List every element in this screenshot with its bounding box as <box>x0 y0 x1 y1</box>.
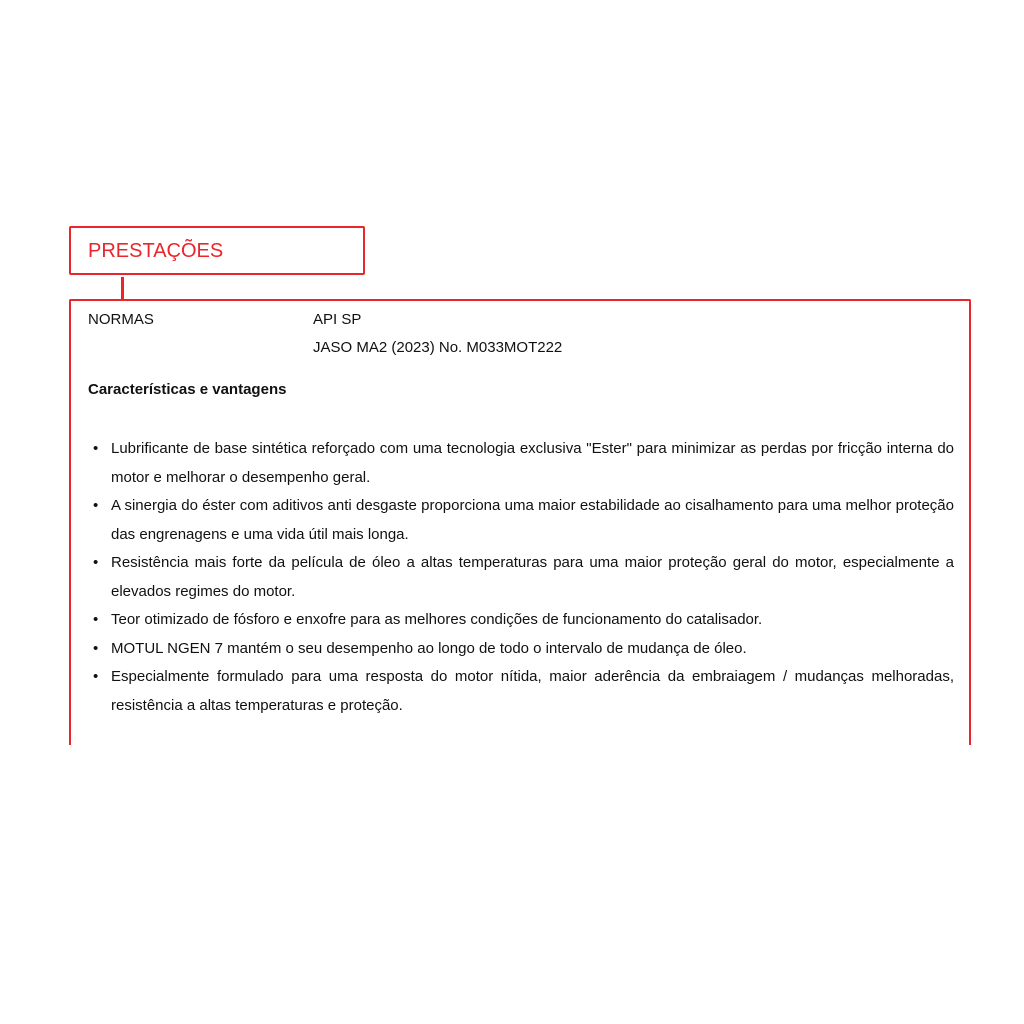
list-item-text: Lubrificante de base sintética reforçado com uma tecnologia exclusiva "Ester" para minimizar as perdas por fricção interna do motor e melhorar o desempenho geral. <box>111 440 954 486</box>
list-item-text: Especialmente formulado para uma resposta do motor nítida, maior aderência da embraiagem / mudanças melhoradas, resistência a altas temperaturas e proteção. <box>111 668 954 714</box>
bullet-icon: • <box>93 668 99 685</box>
list-item-text: Resistência mais forte da película de óleo a altas temperaturas para uma maior proteção geral do motor, especialmente a elevados regimes do motor. <box>111 554 954 600</box>
section-connector <box>121 277 124 299</box>
list-item-text: A sinergia do éster com aditivos anti desgaste proporciona uma maior estabilidade ao cisalhamento para uma melhor proteção das engrenagens e uma vida útil mais longa. <box>111 497 954 543</box>
section-tab <box>69 226 365 275</box>
spec-label-normas: NORMAS <box>88 311 154 328</box>
list-item <box>88 435 954 492</box>
list-item-text: MOTUL NGEN 7 mantém o seu desempenho ao longo de todo o intervalo de mudança de óleo. <box>111 639 747 657</box>
bullet-icon: • <box>93 497 99 514</box>
list-item <box>88 663 954 720</box>
features-list <box>88 435 954 720</box>
spec-value-jaso: JASO MA2 (2023) No. M033MOT222 <box>313 339 563 356</box>
bullet-icon: • <box>93 611 99 628</box>
list-item <box>88 635 954 664</box>
features-title: Características e vantagens <box>88 381 287 398</box>
list-item <box>88 606 954 635</box>
section-title: PRESTAÇÕES <box>88 240 224 262</box>
spec-value-api: API SP <box>313 311 362 328</box>
bullet-icon: • <box>93 440 99 457</box>
list-item <box>88 549 954 606</box>
section-content <box>69 299 971 745</box>
list-item-text: Teor otimizado de fósforo e enxofre para as melhores condições de funcionamento do catalisador. <box>111 611 763 628</box>
list-item <box>88 492 954 549</box>
bullet-icon: • <box>93 554 99 571</box>
bullet-icon: • <box>93 639 99 657</box>
